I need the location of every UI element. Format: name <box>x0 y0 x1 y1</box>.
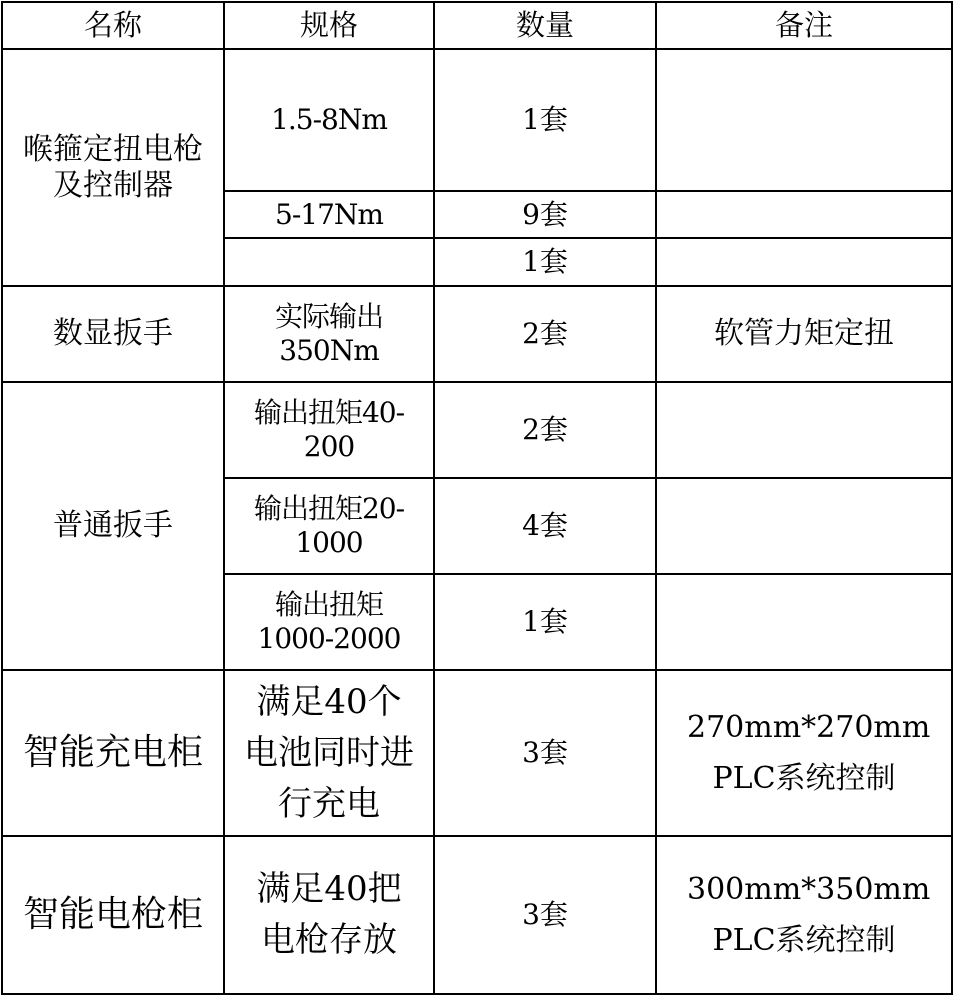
note-cell <box>656 478 952 574</box>
quantity-cell: 3套 <box>434 670 656 836</box>
spec-cell <box>224 238 434 286</box>
quantity-cell: 1套 <box>434 238 656 286</box>
note-cell: 270mm*270mm PLC系统控制 <box>656 670 952 836</box>
table-row <box>2 382 952 478</box>
quantity-cell: 9套 <box>434 191 656 238</box>
spec-cell: 5-17Nm <box>224 191 434 238</box>
header-name: 名称 <box>2 2 224 49</box>
quantity-cell: 1套 <box>434 49 656 191</box>
spec-cell: 满足40把电枪存放 <box>224 836 434 994</box>
header-quantity: 数量 <box>434 2 656 49</box>
note-cell <box>656 191 952 238</box>
quantity-cell: 3套 <box>434 836 656 994</box>
spec-cell: 实际输出350Nm <box>224 286 434 382</box>
quantity-cell: 4套 <box>434 478 656 574</box>
spec-cell: 输出扭矩1000-2000 <box>224 574 434 670</box>
group-name-cell: 智能电枪柜 <box>2 836 224 994</box>
group-name-cell: 普通扳手 <box>2 382 224 670</box>
table-row <box>2 670 952 836</box>
spec-cell: 输出扭矩40-200 <box>224 382 434 478</box>
group-name-cell: 数显扳手 <box>2 286 224 382</box>
table-row <box>2 286 952 382</box>
header-note: 备注 <box>656 2 952 49</box>
group-name-cell: 智能充电柜 <box>2 670 224 836</box>
spec-cell: 满足40个电池同时进行充电 <box>224 670 434 836</box>
group-name-cell: 喉箍定扭电枪及控制器 <box>2 49 224 286</box>
note-cell <box>656 574 952 670</box>
quantity-cell: 2套 <box>434 286 656 382</box>
quantity-cell: 1套 <box>434 574 656 670</box>
quantity-cell: 2套 <box>434 382 656 478</box>
note-cell: 300mm*350mm PLC系统控制 <box>656 836 952 994</box>
equipment-table <box>1 1 953 995</box>
note-cell <box>656 49 952 191</box>
spec-cell: 输出扭矩20-1000 <box>224 478 434 574</box>
table-row <box>2 49 952 191</box>
spec-cell: 1.5-8Nm <box>224 49 434 191</box>
note-cell <box>656 238 952 286</box>
note-cell <box>656 382 952 478</box>
table-header-row <box>2 2 952 49</box>
table-row <box>2 836 952 994</box>
header-spec: 规格 <box>224 2 434 49</box>
note-cell: 软管力矩定扭 <box>656 286 952 382</box>
